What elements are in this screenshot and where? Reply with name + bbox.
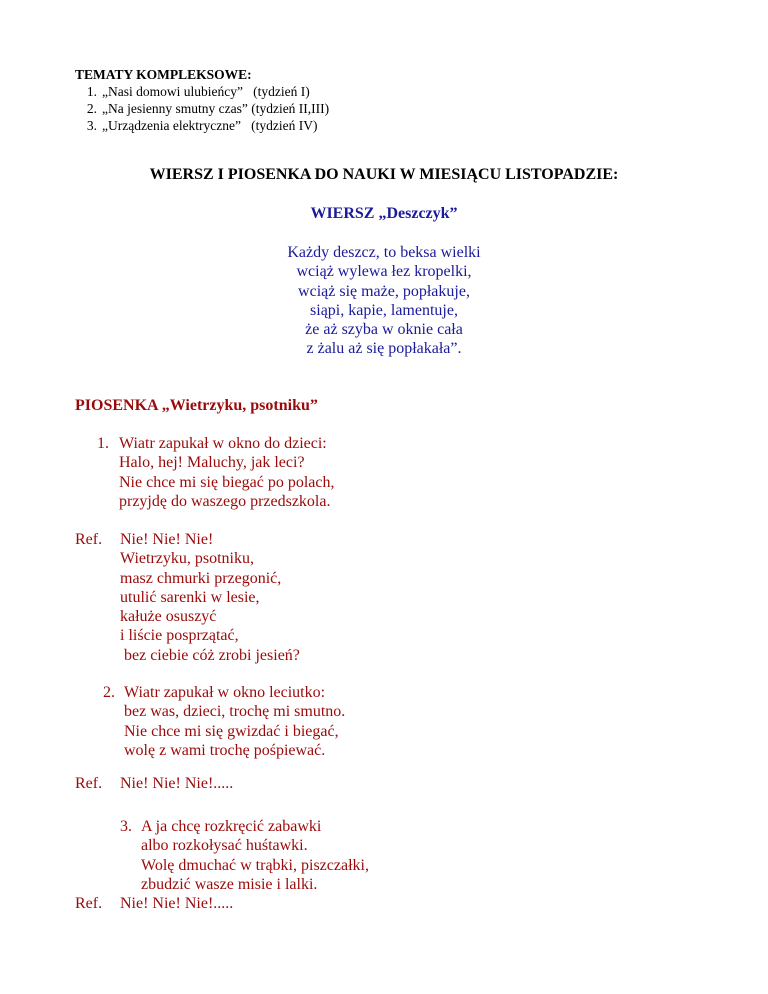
refrain-line: utulić sarenki w lesie, [120,588,260,606]
verse-line: przyjdę do waszego przedszkola. [119,492,331,510]
refrain-label: Ref. [75,775,103,792]
verse-line: Wiatr zapukał w okno leciutko: [124,684,326,701]
song-title: PIOSENKA „Wietrzyku, psotniku” [75,397,318,414]
refrain-line: Nie! Nie! Nie! [120,531,214,548]
poem-line: Każdy deszcz, to beksa wielki [287,244,481,261]
poem-line: że aż szyba w oknie cała [305,321,463,339]
topic-number: 3. [86,118,97,133]
refrain-line: i liście posprzątać, [120,627,239,645]
refrain-line: bez ciebie cóż zrobi jesień? [120,646,300,664]
refrain-short: Nie! Nie! Nie!..... [120,775,234,792]
verse-2 [124,683,345,760]
refrain-short: Nie! Nie! Nie!..... [120,895,234,912]
verse-number: 1. [97,435,109,452]
topic-item [75,83,329,100]
verse-line: A ja chcę rozkręcić zabawki [141,818,322,835]
verse-line: Nie chce mi się biegać po polach, [119,473,335,491]
verse-1 [119,434,334,511]
topic-title: „Urządzenia elektryczne” [102,118,252,133]
topic-number: 2. [86,101,97,116]
poem-line: wciąż się maże, popłakuje, [298,282,470,300]
poem-body [0,243,768,359]
poem-line: z żalu aż się popłakała”. [306,340,462,358]
topic-number: 1. [86,84,97,99]
topic-week: (tydzień I) [253,84,310,99]
refrain-label: Ref. [75,895,103,912]
verse-line: wolę z wami trochę pośpiewać. [124,741,326,759]
topic-item [75,100,329,117]
verse-number: 3. [120,818,132,835]
verse-line: Wiatr zapukał w okno do dzieci: [119,435,327,452]
topic-week: (tydzień IV) [251,118,318,133]
poem-line: siąpi, kapie, lamentuje, [310,301,458,319]
verse-line: Nie chce mi się gwizdać i biegać, [124,722,339,740]
verse-line: albo rozkołysać huśtawki. [141,837,308,855]
main-heading: WIERSZ I PIOSENKA DO NAUKI W MIESIĄCU LISTOPADZIE: [149,166,619,183]
verse-line: zbudzić wasze misie i lalki. [141,875,318,893]
poem-line: wciąż wylewa łez kropelki, [296,263,472,281]
verse-3 [141,817,369,894]
verse-number: 2. [103,684,115,701]
topic-item [75,117,329,134]
refrain-label: Ref. [75,531,103,548]
topic-title: „Na jesienny smutny czas” [102,101,252,116]
topic-title: „Nasi domowi ulubieńcy” [102,84,254,99]
poem-title: WIERSZ „Deszczyk” [310,205,458,222]
verse-line: Halo, hej! Maluchy, jak leci? [119,454,305,472]
refrain-line: kałuże osuszyć [120,608,217,626]
refrain [120,530,300,665]
verse-line: Wolę dmuchać w trąbki, piszczałki, [141,856,369,874]
topics-title: TEMATY KOMPLEKSOWE: [75,67,252,82]
refrain-line: Wietrzyku, psotniku, [120,550,254,568]
topics-section [75,66,329,134]
verse-line: bez was, dzieci, trochę mi smutno. [124,703,346,721]
refrain-line: masz chmurki przegonić, [120,569,282,587]
topic-week: (tydzień II,III) [251,101,330,116]
